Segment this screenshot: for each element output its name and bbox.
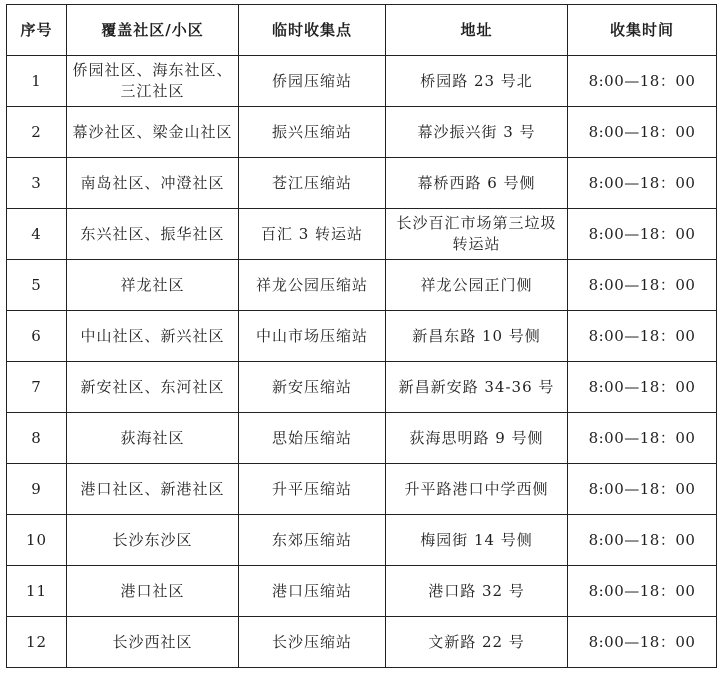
table-row	[7, 413, 717, 464]
cell-community: 侨园社区、海东社区、三江社区	[67, 56, 239, 107]
cell-collection-point: 百汇 3 转运站	[239, 209, 386, 260]
cell-community: 长沙西社区	[67, 617, 239, 668]
table-row	[7, 209, 717, 260]
cell-community: 港口社区、新港社区	[67, 464, 239, 515]
cell-collection-time: 8:00—18：00	[568, 362, 717, 413]
cell-collection-time: 8:00—18：00	[568, 413, 717, 464]
table-row	[7, 260, 717, 311]
cell-community: 荻海社区	[67, 413, 239, 464]
cell-index: 2	[7, 107, 67, 158]
table-row	[7, 56, 717, 107]
table-row	[7, 158, 717, 209]
cell-address: 荻海思明路 9 号侧	[386, 413, 568, 464]
cell-address: 幕桥西路 6 号侧	[386, 158, 568, 209]
header-address: 地址	[386, 5, 568, 56]
cell-collection-point: 思始压缩站	[239, 413, 386, 464]
table-row	[7, 107, 717, 158]
cell-index: 5	[7, 260, 67, 311]
cell-collection-point: 长沙压缩站	[239, 617, 386, 668]
cell-collection-point: 升平压缩站	[239, 464, 386, 515]
cell-index: 4	[7, 209, 67, 260]
header-collection-point: 临时收集点	[239, 5, 386, 56]
cell-collection-time: 8:00—18：00	[568, 260, 717, 311]
cell-collection-point: 新安压缩站	[239, 362, 386, 413]
table-row	[7, 617, 717, 668]
cell-community: 祥龙社区	[67, 260, 239, 311]
cell-collection-time: 8:00—18：00	[568, 107, 717, 158]
cell-index: 10	[7, 515, 67, 566]
table-row	[7, 515, 717, 566]
cell-address: 新昌新安路 34-36 号	[386, 362, 568, 413]
cell-address: 文新路 22 号	[386, 617, 568, 668]
cell-collection-point: 中山市场压缩站	[239, 311, 386, 362]
cell-community: 幕沙社区、梁金山社区	[67, 107, 239, 158]
table-header	[7, 5, 717, 56]
cell-collection-point: 侨园压缩站	[239, 56, 386, 107]
cell-address: 升平路港口中学西侧	[386, 464, 568, 515]
table-body	[7, 56, 717, 668]
header-index: 序号	[7, 5, 67, 56]
header-community: 覆盖社区/小区	[67, 5, 239, 56]
cell-index: 7	[7, 362, 67, 413]
cell-address: 长沙百汇市场第三垃圾转运站	[386, 209, 568, 260]
cell-collection-time: 8:00—18：00	[568, 566, 717, 617]
cell-community: 新安社区、东河社区	[67, 362, 239, 413]
cell-index: 1	[7, 56, 67, 107]
cell-address: 桥园路 23 号北	[386, 56, 568, 107]
cell-community: 东兴社区、振华社区	[67, 209, 239, 260]
cell-address: 祥龙公园正门侧	[386, 260, 568, 311]
cell-collection-time: 8:00—18：00	[568, 617, 717, 668]
cell-collection-time: 8:00—18：00	[568, 56, 717, 107]
cell-community: 中山社区、新兴社区	[67, 311, 239, 362]
table-row	[7, 362, 717, 413]
cell-community: 港口社区	[67, 566, 239, 617]
cell-address: 港口路 32 号	[386, 566, 568, 617]
cell-collection-time: 8:00—18：00	[568, 464, 717, 515]
cell-index: 3	[7, 158, 67, 209]
cell-collection-point: 振兴压缩站	[239, 107, 386, 158]
cell-index: 11	[7, 566, 67, 617]
header-row	[7, 5, 717, 56]
cell-community: 长沙东沙区	[67, 515, 239, 566]
cell-address: 新昌东路 10 号侧	[386, 311, 568, 362]
collection-point-table-container	[6, 4, 717, 668]
cell-index: 8	[7, 413, 67, 464]
table-row	[7, 311, 717, 362]
cell-collection-time: 8:00—18：00	[568, 209, 717, 260]
cell-index: 12	[7, 617, 67, 668]
header-collection-time: 收集时间	[568, 5, 717, 56]
cell-address: 梅园街 14 号侧	[386, 515, 568, 566]
table-row	[7, 566, 717, 617]
cell-collection-time: 8:00—18：00	[568, 515, 717, 566]
cell-index: 6	[7, 311, 67, 362]
cell-collection-time: 8:00—18：00	[568, 158, 717, 209]
table-row	[7, 464, 717, 515]
cell-index: 9	[7, 464, 67, 515]
cell-collection-point: 祥龙公园压缩站	[239, 260, 386, 311]
cell-community: 南岛社区、冲澄社区	[67, 158, 239, 209]
collection-point-table	[6, 4, 717, 668]
cell-collection-point: 东郊压缩站	[239, 515, 386, 566]
cell-collection-time: 8:00—18：00	[568, 311, 717, 362]
cell-collection-point: 苍江压缩站	[239, 158, 386, 209]
cell-address: 幕沙振兴街 3 号	[386, 107, 568, 158]
cell-collection-point: 港口压缩站	[239, 566, 386, 617]
